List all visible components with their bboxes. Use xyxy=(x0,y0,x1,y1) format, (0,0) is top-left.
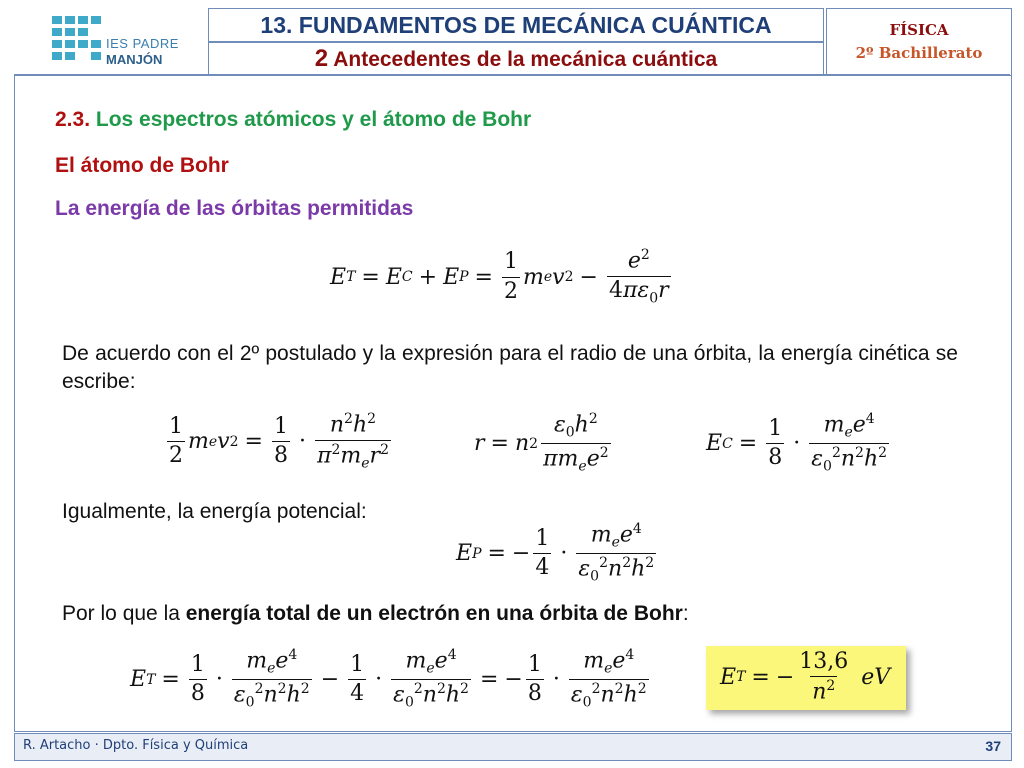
subheading-energy: La energía de las órbitas permitidas xyxy=(55,197,414,220)
subheading-bohr: El átomo de Bohr xyxy=(55,154,229,177)
result-unit: eV xyxy=(861,664,891,690)
paragraph-total-bold: energía total de un electrón en una órbita de Bohr xyxy=(185,602,683,625)
logo-grid-icon xyxy=(50,14,102,66)
equation-total-energy-result: E T = − $\frac{13,6}{n^2}$ eV xyxy=(720,649,891,705)
page-number: 37 xyxy=(985,738,1001,754)
subject-box xyxy=(826,8,1012,76)
school-logo xyxy=(50,14,200,66)
equation-orbit-radius: r = n 2 $\varepsilon_0h^2$ $\pi m_ee^2$ xyxy=(474,411,609,475)
header-title-box xyxy=(208,8,824,72)
paragraph-total-suffix: : xyxy=(682,602,689,625)
result-value: 13,6 xyxy=(799,649,849,674)
equation-kinetic-energy: 1 2 m e v 2 = $\frac{1}{8}$ · $n^2h^2$ $\pi^2m_er^2$ xyxy=(169,411,389,472)
logo-text-line1: IES PADRE xyxy=(106,36,179,51)
subject-label: FÍSICA xyxy=(889,21,949,39)
chapter-number: 2 xyxy=(314,45,329,72)
equation-total-energy-definition: E T = E C + E P = $\frac{1}{2}$ m e v 2 − $\frac{e^2}{4\pi\varepsilon_0r}$ xyxy=(330,247,669,306)
equation-potential-energy: E P = − $\frac{1}{4}$ · $m_ee^4$ $\varepsilon_0^2n^2h^2$ xyxy=(456,521,655,585)
footer-bar xyxy=(14,733,1012,761)
paragraph-kinetic: De acuerdo con el 2º postulado y la expresión para el radio de una órbita, la energía cinética se escribe: xyxy=(62,342,958,393)
section-heading xyxy=(55,108,531,132)
unit-title: 13. FUNDAMENTOS DE MECÁNICA CUÁNTICA xyxy=(208,8,824,42)
section-number: 2.3. xyxy=(55,108,91,131)
logo-text-line2: MANJÓN xyxy=(106,52,163,67)
paragraph-potential: Igualmente, la energía potencial: xyxy=(62,500,367,523)
section-title: Los espectros atómicos y el átomo de Bohr xyxy=(95,108,532,131)
equation-total-energy-derivation: E T = $\frac{1}{8}$ · $m_ee^4$ $\varepsilon_0^2n^2h^2$ − $\frac{1}{4}$ · $m_ee^4$ $\varepsilon_0^2n^2h^2$ = − $\frac{1}{8}$ · $m_ee^4$ $\varepsilon_0^2n^2h^2$ xyxy=(130,647,647,711)
paragraph-total-energy xyxy=(62,602,689,626)
equation-kinetic-result: E C = $\frac{1}{8}$ · $m_ee^4$ $\varepsilon_0^2n^2h^2$ xyxy=(706,411,888,475)
chapter-title: Antecedentes de la mecánica cuántica xyxy=(333,48,718,71)
paragraph-total-prefix: Por lo que la xyxy=(62,602,186,625)
chapter-title-bar xyxy=(208,42,824,76)
footer-author: R. Artacho · Dpto. Física y Química xyxy=(23,738,249,753)
level-label: 2º Bachillerato xyxy=(855,44,983,62)
